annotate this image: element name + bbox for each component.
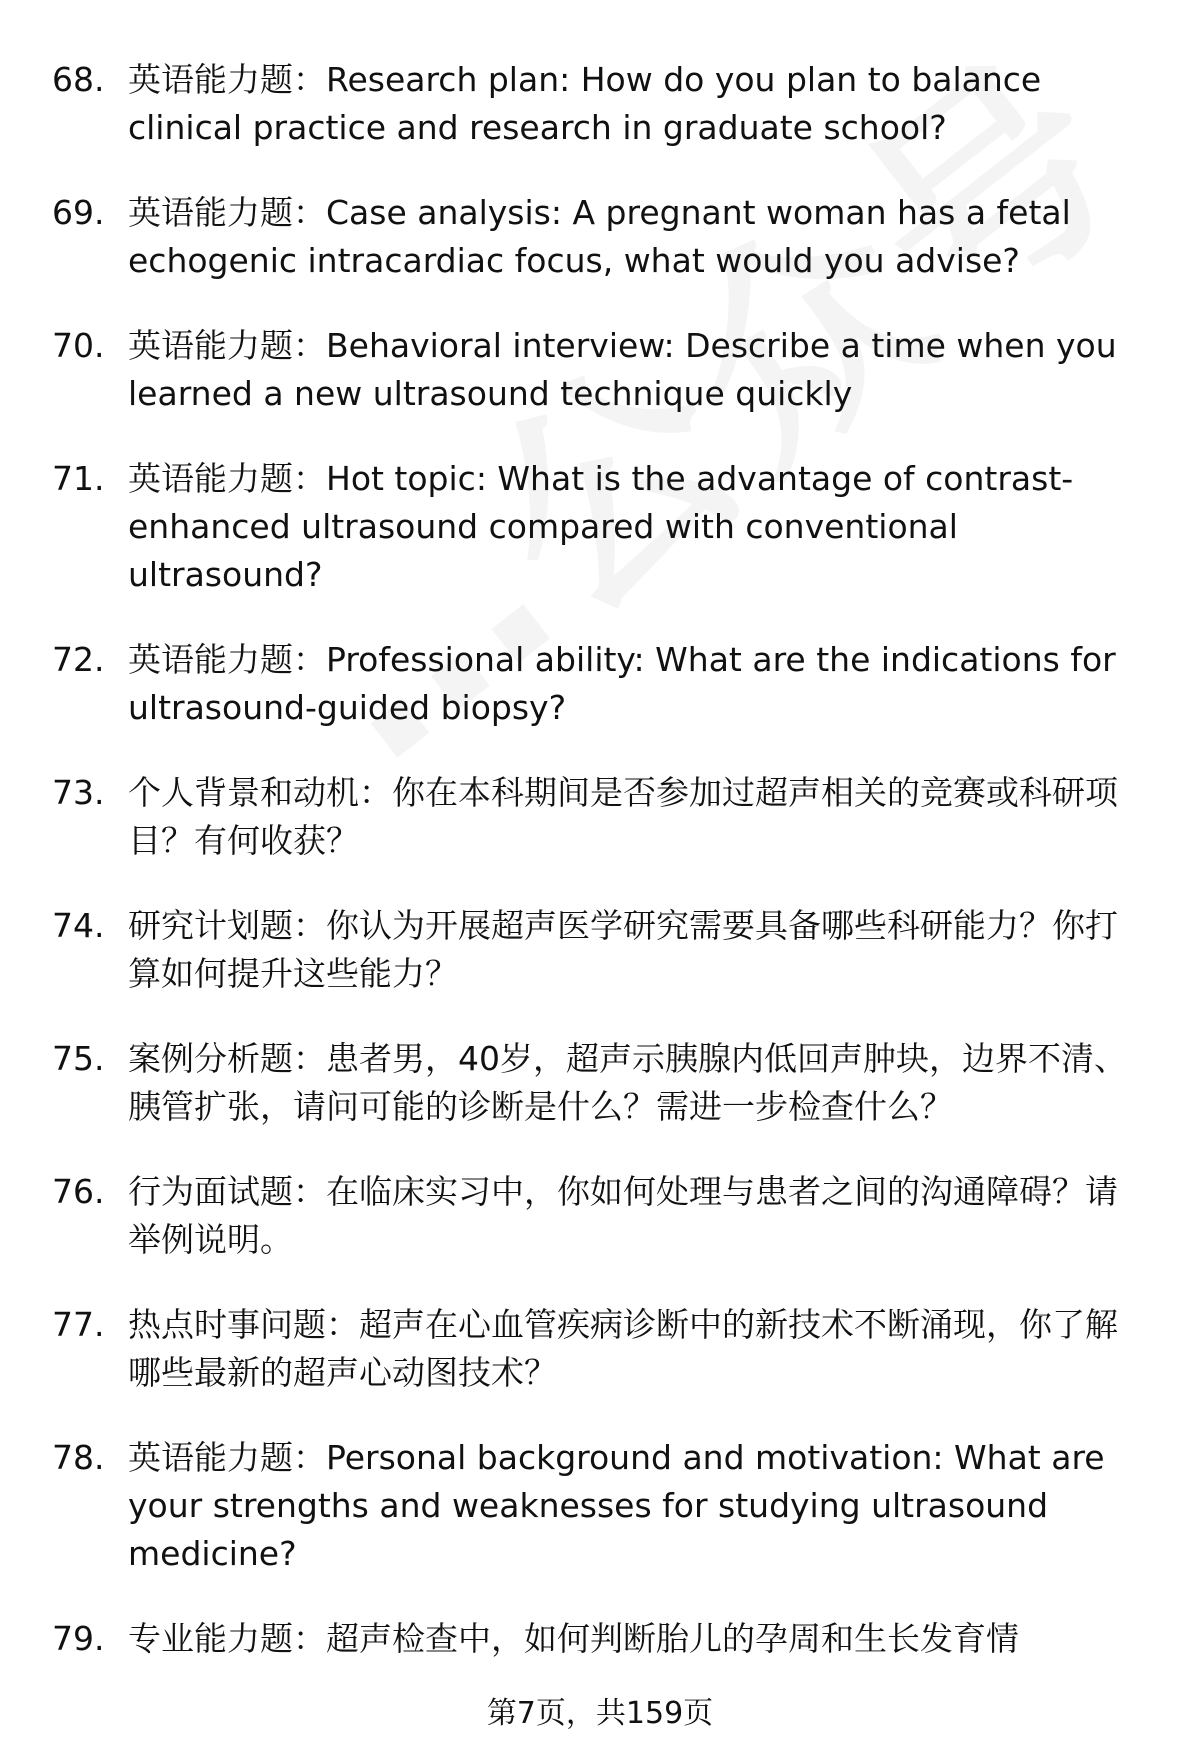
question-text: 专业能力题：超声检查中，如何判断胎儿的孕周和生长发育情 [128, 1619, 1019, 1658]
question-item [52, 189, 1152, 285]
question-number: 79. [52, 1619, 105, 1658]
question-list [52, 56, 1152, 1700]
question-item [52, 902, 1152, 998]
question-number: 70. [52, 326, 105, 365]
question-item [52, 1434, 1152, 1578]
question-item [52, 1168, 1152, 1264]
question-text: 热点时事问题：超声在心血管疾病诊断中的新技术不断涌现，你了解哪些最新的超声心动图技术？ [128, 1305, 1118, 1392]
question-number: 76. [52, 1172, 105, 1211]
question-text: 英语能力题：Professional ability: What are the indications for ultrasound-guided biopsy? [128, 640, 1116, 727]
question-number: 78. [52, 1438, 105, 1477]
question-text: 行为面试题：在临床实习中，你如何处理与患者之间的沟通障碍？请举例说明。 [128, 1172, 1118, 1259]
question-item [52, 56, 1152, 152]
question-text: 英语能力题：Case analysis: A pregnant woman has a fetal echogenic intracardiac focus, what would you advise? [128, 193, 1071, 280]
question-number: 72. [52, 640, 105, 679]
question-number: 74. [52, 906, 105, 945]
question-text: 个人背景和动机：你在本科期间是否参加过超声相关的竞赛或科研项目？有何收获？ [128, 773, 1118, 860]
question-number: 73. [52, 773, 105, 812]
question-item [52, 455, 1152, 599]
question-text: 英语能力题：Research plan: How do you plan to balance clinical practice and research in graduate school? [128, 60, 1042, 147]
question-text: 英语能力题：Hot topic: What is the advantage of contrast-enhanced ultrasound compared with conventional ultrasound? [128, 459, 1074, 594]
question-item [52, 636, 1152, 732]
question-item [52, 1035, 1152, 1131]
question-item [52, 1615, 1152, 1663]
page-number: 第7页，共159页 [486, 1696, 714, 1731]
question-text: 英语能力题：Behavioral interview: Describe a time when you learned a new ultrasound technique quickly [128, 326, 1117, 413]
question-item [52, 1301, 1152, 1397]
question-number: 69. [52, 193, 105, 232]
question-text: 英语能力题：Personal background and motivation: What are your strengths and weaknesses for studying ultrasound medicine? [128, 1438, 1105, 1573]
question-text: 研究计划题：你认为开展超声医学研究需要具备哪些科研能力？你打算如何提升这些能力？ [128, 906, 1118, 993]
question-number: 71. [52, 459, 105, 498]
question-text: 案例分析题：患者男，40岁，超声示胰腺内低回声肿块，边界不清、胰管扩张，请问可能的诊断是什么？需进一步检查什么？ [128, 1039, 1127, 1126]
question-number: 75. [52, 1039, 105, 1078]
question-item [52, 322, 1152, 418]
question-item [52, 769, 1152, 865]
question-number: 68. [52, 60, 105, 99]
question-number: 77. [52, 1305, 105, 1344]
